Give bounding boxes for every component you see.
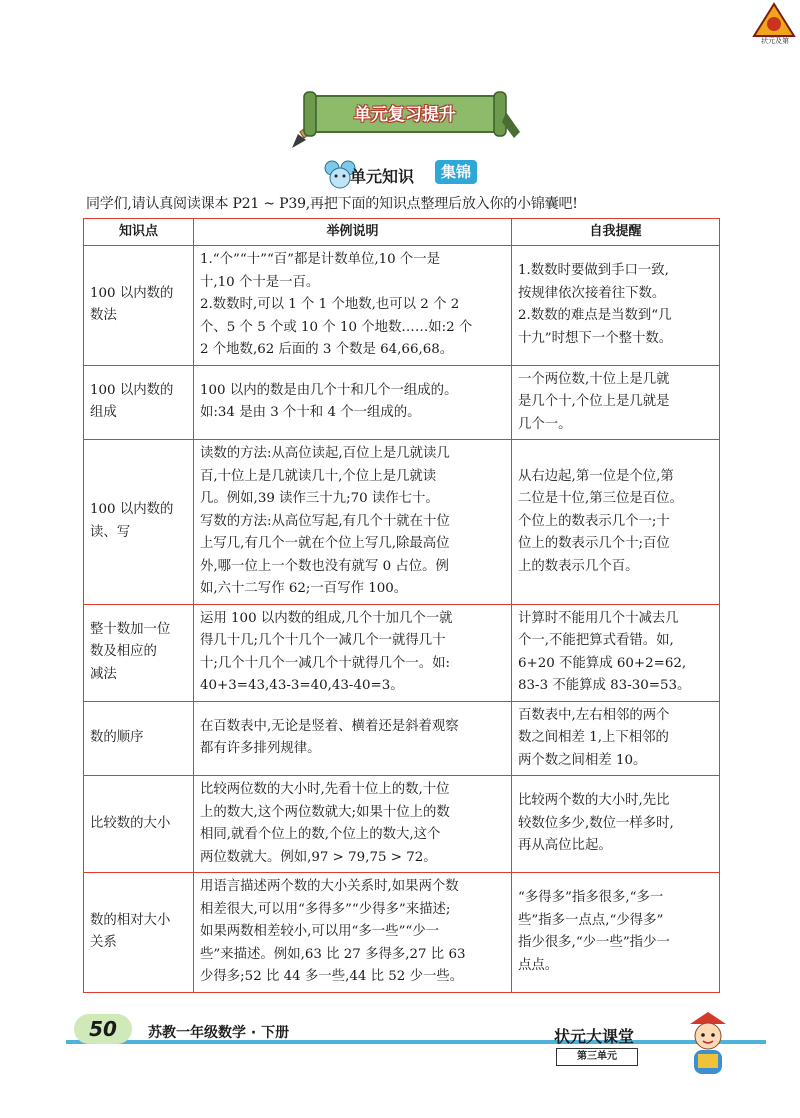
- unit-label: 第三单元: [556, 1048, 638, 1066]
- reminder-cell-line: 6+20 不能算成 60+2=62,: [518, 655, 687, 671]
- topic-cell: [84, 701, 194, 776]
- corner-logo-text: 状元及第: [761, 37, 789, 45]
- example-cell-line: 如:34 是由 3 个十和 4 个一组成的。: [200, 405, 421, 421]
- example-cell-line: 几。例如,39 读作三十九;70 读作七十。: [200, 491, 439, 506]
- example-cell-line: 些”来描述。例如,63 比 27 多得多,27 比 63: [200, 946, 466, 962]
- reminder-cell-line: 数之间相差 1,上下相邻的: [518, 730, 669, 745]
- example-cell-line: 运用 100 以内数的组成,几个十加几个一就: [200, 610, 453, 626]
- example-cell-line: 外,哪一位上一个数也没有就写 0 占位。例: [200, 558, 449, 574]
- topic-cell: [84, 776, 194, 873]
- topic-cell-line: 关系: [90, 935, 117, 951]
- reminder-cell-line: 较数位多少,数位一样多时,: [518, 815, 674, 831]
- column-header: 举例说明: [194, 219, 512, 246]
- example-cell-line: 100 以内的数是由几个十和几个一组成的。: [200, 382, 458, 398]
- topic-cell: [84, 246, 194, 366]
- example-cell: [194, 246, 512, 366]
- reminder-cell: [512, 604, 720, 701]
- topic-cell-line: 减法: [90, 666, 117, 682]
- section-title: 单元知识: [350, 167, 415, 186]
- example-cell-line: 相同,就看个位上的数,个位上的数大,这个: [200, 827, 441, 842]
- example-cell-line: 写数的方法:从高位写起,有几个十就在十位: [200, 513, 450, 529]
- topic-cell-line: 数的顺序: [90, 730, 144, 745]
- reminder-cell-line: 两个数之间相差 10。: [518, 752, 647, 768]
- example-cell-line: 少得多;52 比 44 多一些,44 比 52 少一些。: [200, 969, 464, 984]
- example-cell-line: 百,十位上是几就读几十,个位上是几就读: [200, 468, 437, 484]
- table-row: [84, 776, 720, 873]
- banner-title: 单元复习提升: [354, 105, 456, 125]
- example-cell-line: 在百数表中,无论是竖着、横着还是斜着观察: [200, 718, 459, 734]
- example-cell-line: 如,六十二写作 62;一百写作 100。: [200, 581, 408, 596]
- book-title: 苏教一年级数学 · 下册: [148, 1025, 290, 1041]
- topic-cell-line: 整十数加一位: [90, 621, 171, 637]
- reminder-cell-line: 些”指多一点点,“少得多”: [518, 912, 664, 928]
- topic-cell-line: 数及相应的: [90, 644, 157, 660]
- table-row: [84, 246, 720, 366]
- topic-cell: [84, 365, 194, 440]
- example-cell-line: 用语言描述两个数的大小关系时,如果两个数: [200, 879, 459, 894]
- table-row: [84, 873, 720, 993]
- intro-text: 同学们,请认真阅读课本 P21 ~ P39,再把下面的知识点整理后放入你的小锦囊吧!: [86, 196, 578, 212]
- reminder-cell-line: 按规律依次接着往下数。: [518, 285, 666, 301]
- topic-cell-line: 100 以内数的: [90, 382, 174, 398]
- section-tag: 集锦: [435, 160, 477, 184]
- reminder-cell-line: 上的数表示几个百。: [518, 558, 639, 574]
- reminder-cell-line: 点点。: [518, 957, 559, 973]
- example-cell: [194, 873, 512, 993]
- topic-cell-line: 数法: [90, 308, 117, 324]
- table-row: [84, 365, 720, 440]
- example-cell-line: 1.“个”“十”“百”都是计数单位,10 个一是: [200, 252, 441, 267]
- example-cell-line: 上的数大,这个两位数就大;如果十位上的数: [200, 804, 450, 820]
- example-cell: [194, 701, 512, 776]
- example-cell-line: 两位数就大。例如,97 > 79,75 > 72。: [200, 849, 437, 865]
- page-number: 50: [74, 1014, 132, 1044]
- example-cell-line: 十,10 个十是一百。: [200, 274, 320, 290]
- table-row: [84, 604, 720, 701]
- reminder-cell-line: 百数表中,左右相邻的两个: [518, 707, 670, 723]
- reminder-cell-line: 个位上的数表示几个一;十: [518, 513, 670, 529]
- topic-cell-line: 100 以内数的: [90, 285, 174, 301]
- reminder-cell-line: 位上的数表示几个十;百位: [518, 536, 670, 551]
- example-cell-line: 十;几个十几个一减几个十就得几个一。如:: [200, 655, 451, 671]
- reminder-cell: [512, 365, 720, 440]
- reminder-cell-line: 是几个十,个位上是几就是: [518, 394, 670, 409]
- brand-name: 状元大课堂: [554, 1027, 635, 1046]
- table-row: [84, 701, 720, 776]
- reminder-cell-line: 一个两位数,十位上是几就: [518, 371, 670, 387]
- reminder-cell-line: 从右边起,第一位是个位,第: [518, 468, 674, 484]
- example-cell-line: 上写几,有几个一就在个位上写几,除最高位: [200, 536, 450, 551]
- reminder-cell-line: “多得多”指多很多,“多一: [518, 890, 664, 906]
- reminder-cell: [512, 776, 720, 873]
- column-header: 自我提醒: [512, 219, 720, 246]
- topic-cell: [84, 604, 194, 701]
- example-cell-line: 读数的方法:从高位读起,百位上是几就读几: [200, 446, 450, 461]
- example-cell: [194, 440, 512, 605]
- example-cell-line: 2 个地数,62 后面的 3 个数是 64,66,68。: [200, 342, 454, 357]
- reminder-cell-line: 计算时不能用几个十减去几: [518, 610, 679, 626]
- topic-cell-line: 读、写: [90, 524, 131, 540]
- reminder-cell-line: 比较两个数的大小时,先比: [518, 793, 670, 809]
- reminder-cell-line: 2.数数的难点是当数到“几: [518, 308, 672, 324]
- example-cell: [194, 604, 512, 701]
- reminder-cell-line: 1.数数时要做到手口一致,: [518, 263, 669, 279]
- reminder-cell-line: 83-3 不能算成 83-30=53。: [518, 678, 691, 693]
- example-cell-line: 得几十几;几个十几个一减几个一就得几十: [200, 633, 446, 648]
- table-row: [84, 440, 720, 605]
- reminder-cell-line: 二位是十位,第三位是百位。: [518, 491, 683, 506]
- column-header: 知识点: [84, 219, 194, 246]
- reminder-cell: [512, 873, 720, 993]
- example-cell-line: 如果两数相差较小,可以用“多一些”“少一: [200, 924, 440, 939]
- example-cell-line: 比较两位数的大小时,先看十位上的数,十位: [200, 782, 450, 797]
- reminder-cell: [512, 440, 720, 605]
- example-cell-line: 都有许多排列规律。: [200, 741, 321, 757]
- reminder-cell-line: 指少很多,“少一些”指少一: [518, 935, 670, 951]
- knowledge-table: [83, 218, 720, 993]
- reminder-cell-line: 十九”时想下一个整十数。: [518, 330, 673, 346]
- example-cell-line: 相差很大,可以用“多得多”“少得多”来描述;: [200, 901, 451, 917]
- topic-cell: [84, 873, 194, 993]
- topic-cell-line: 组成: [90, 405, 117, 421]
- reminder-cell-line: 几个一。: [518, 416, 572, 432]
- example-cell-line: 40+3=43,43-3=40,43-40=3。: [200, 678, 404, 693]
- topic-cell-line: 100 以内数的: [90, 502, 174, 518]
- reminder-cell-line: 个一,不能把算式看错。如,: [518, 633, 674, 648]
- reminder-cell: [512, 246, 720, 366]
- reminder-cell: [512, 701, 720, 776]
- topic-cell-line: 比较数的大小: [90, 815, 171, 831]
- mascot-kid-icon: [680, 1010, 736, 1080]
- table-header-row: [84, 219, 720, 246]
- topic-cell-line: 数的相对大小: [90, 912, 171, 928]
- example-cell-line: 2.数数时,可以 1 个 1 个地数,也可以 2 个 2: [200, 297, 460, 312]
- example-cell-line: 个、5 个 5 个或 10 个 10 个地数……如:2 个: [200, 319, 473, 335]
- topic-cell: [84, 440, 194, 605]
- example-cell: [194, 365, 512, 440]
- reminder-cell-line: 再从高位比起。: [518, 838, 612, 854]
- example-cell: [194, 776, 512, 873]
